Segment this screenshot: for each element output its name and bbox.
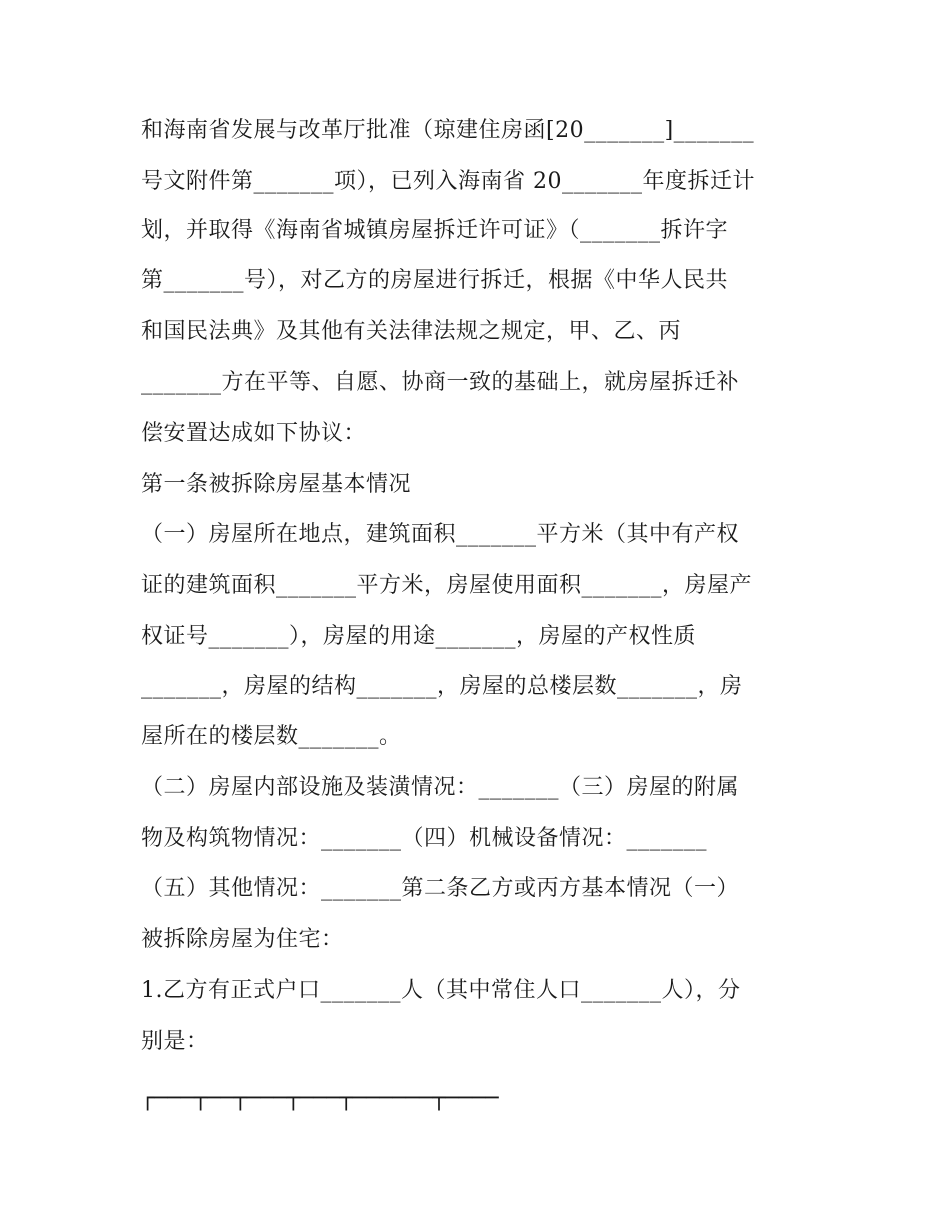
paragraph-line: （五）其他情况：_______第二条乙方或丙方基本情况（一）	[141, 876, 740, 901]
paragraph-line: 第_______号），对乙方的房屋进行拆迁，根据《中华人民共	[141, 268, 729, 293]
paragraph-line: 和国民法典》及其他有关法律法规之规定，甲、乙、丙	[141, 319, 682, 344]
paragraph-line: 偿安置达成如下协议：	[141, 421, 367, 446]
table-top-border: ┌───┬──┬───┬───┬──────┬────	[141, 1086, 499, 1111]
paragraph-line: （二）房屋内部设施及装潢情况：_______（三）房屋的附属	[141, 775, 740, 800]
paragraph-line: 物及构筑物情况：_______（四）机械设备情况：_______	[141, 826, 708, 851]
paragraph-line: 号文附件第_______项），已列入海南省 20_______年度拆迁计	[141, 169, 755, 194]
paragraph-line: （一）房屋所在地点，建筑面积_______平方米（其中有产权	[141, 522, 740, 547]
paragraph-line: 划，并取得《海南省城镇房屋拆迁许可证》（_______拆许字	[141, 218, 729, 243]
paragraph-line: 1.乙方有正式户口_______人（其中常住人口_______人），分	[141, 978, 741, 1003]
paragraph-line: 和海南省发展与改革厅批准（琼建住房函[20_______]_______	[141, 118, 755, 143]
paragraph-line: _______，房屋的结构_______，房屋的总楼层数_______，房	[141, 674, 743, 699]
section-heading: 第一条被拆除房屋基本情况	[141, 472, 412, 497]
paragraph-line: 证的建筑面积_______平方米，房屋使用面积_______，房屋产	[141, 573, 753, 598]
paragraph-line: _______方在平等、自愿、协商一致的基础上，就房屋拆迁补	[141, 370, 740, 395]
paragraph-line: 被拆除房屋为住宅：	[141, 927, 344, 952]
paragraph-line: 别是：	[141, 1029, 209, 1054]
paragraph-line: 屋所在的楼层数_______。	[141, 724, 402, 749]
paragraph-line: 权证号_______），房屋的用途_______，房屋的产权性质	[141, 624, 697, 649]
